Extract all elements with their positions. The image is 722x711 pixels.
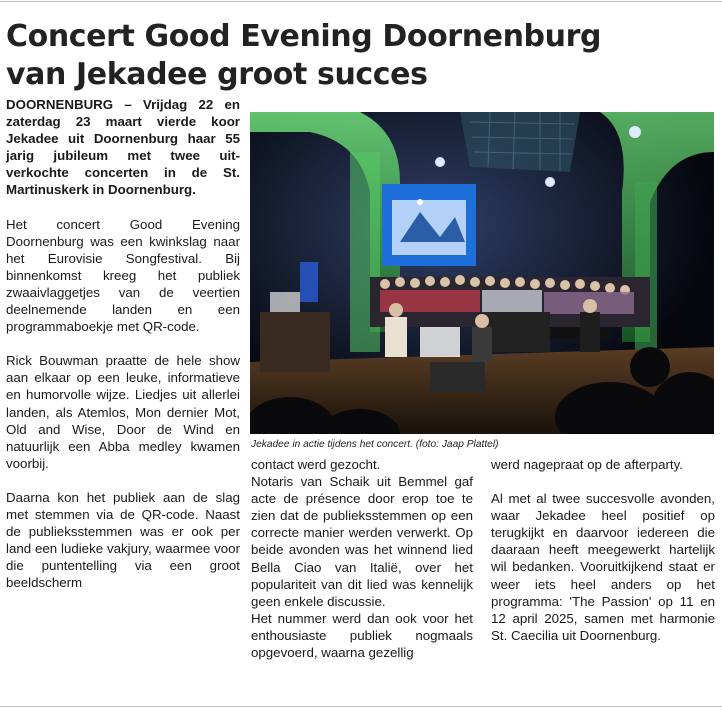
column-3 xyxy=(491,456,715,644)
paragraph: Rick Bouwman praatte de hele show aan elkaar op een leuke, informatieve en humorvolle wijze. Liedjes uit allerlei landen, als Atemlos, Mon dernier Mot, Old and Wise, Door de Wind en natuurlijk een Abba medley kwamen voorbij. xyxy=(6,353,240,471)
headline-line-1: Concert Good Evening Doornenburg xyxy=(6,19,602,54)
paragraph: contact werd gezocht. xyxy=(251,457,381,472)
column-2 xyxy=(251,456,473,661)
paragraph: Het concert Good Evening Doornenburg was een kwinkslag naar het Eurovisie Songfestival. Bij binnenkomst kreeg het publiek zwaaivlaggetjes van de veertien deelnemende landen en een programmaboekje met QR-code. xyxy=(6,216,240,335)
paragraph: Het nummer werd dan ook voor het enthousiaste publiek nogmaals opgevoerd, waarna gezellig xyxy=(251,610,473,661)
headline xyxy=(6,18,706,94)
bottom-rule xyxy=(0,706,722,707)
paragraph: Al met al twee succesvolle avonden, waar Jekadee heel positief op terugkijkt en daarvoor iedereen die daaraan heeft meegewerkt hartelijk wil bedanken. Vooruitkijkend staat er weer iets heel anders op het programma: 'The Passion' op 11 en 12 april 2025, samen met harmonie St. Caecilia uit Doornenburg. xyxy=(491,491,715,643)
paragraph: Notaris van Schaik uit Bemmel gaf acte de présence door erop toe te zien dat de publieksstemmen op een correcte manier werden verwerkt. Op beide avonden was het winnend lied Bella Ciao van Italië, over het populariteit van dit lied was kennelijk geen enkele discussie. xyxy=(251,474,473,609)
concert-photo-illustration xyxy=(250,112,714,434)
column-1 xyxy=(6,96,240,608)
headline-line-2: van Jekadee groot succes xyxy=(6,57,428,92)
photo-caption: Jekadee in actie tijdens het concert. (foto: Jaap Plattel) xyxy=(251,439,499,450)
concert-photo xyxy=(250,112,714,434)
top-rule xyxy=(0,1,722,2)
paragraph: Daarna kon het publiek aan de slag met stemmen via de QR-code. Naast de publieksstemmen was er ook per land een ludieke vakjury, waarmee voor die puntentelling via een groot beeldscherm xyxy=(6,489,240,591)
paragraph: werd nagepraat op de afterparty. xyxy=(491,457,683,472)
lead-paragraph: DOORNENBURG – Vrijdag 22 en zaterdag 23 maart vierde koor Jekadee uit Doornenburg haar 55 jarig jubileum met twee uit-verkochte concerten in de St. Martinuskerk in Doornenburg. xyxy=(6,97,240,198)
